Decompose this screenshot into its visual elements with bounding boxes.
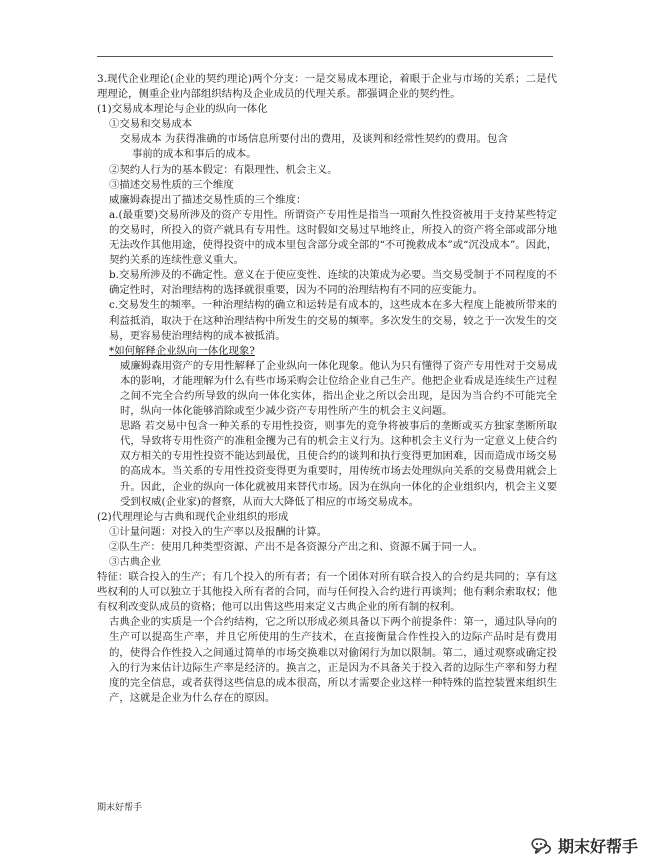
paragraph: 威廉姆森用资产的专用性解释了企业纵向一体化现象。他认为只有懂得了资产专用性对于交易成本的影响，才能理解为什么有些市场采购会让位给企业自己生产。他把企业看成是连续生产过程之间不完全合约所导致的纵向一体化实体，指出企业之所以会出现，是因为当合约不可能完全时，纵向一体化能够消除或至少减少资产专用性所产生的机会主义问题。 [120, 359, 557, 418]
paragraph: 威廉姆森提出了描述交易性质的三个维度： [109, 193, 307, 206]
paragraph: c.交易发生的频率。一种治理结构的确立和运转是有成本的，这些成本在多大程度上能被所带来的利益抵消，取决于在这种治理结构中所发生的交易的频率。多次发生的交易，较之于一次发生的交易，更容易使治理结构的成本被抵消。 [109, 299, 557, 342]
paragraph: ①计量问题：对投入的生产率以及报酬的计算。 [109, 525, 328, 538]
paragraph: 交易成本 为获得准确的市场信息所要付出的费用，及谈判和经常性契约的费用。包含 [120, 133, 508, 146]
paragraph: ③描述交易性质的三个维度 [109, 178, 234, 191]
paragraph: 古典企业的实质是一个合约结构，它之所以形成必须具备以下两个前提条件：第一，通过队导向的生产可以提高生产率，并且它所使用的生产技术，在直接衡量合作性投入的边际产品时是有费用的，使得合作性投入之间通过简单的市场交换难以对偷闲行为加以限制。第二，通过观察或确定投入的行为来估计边际生产率是经济的。换言之，正是因为不具备关于投入者的边际生产率和努力程度的完全信息，或者获得这些信息的成本很高，所以才需要企业这样一种特殊的监控装置来组织生产，这就是企业为什么存在的原因。 [109, 616, 557, 704]
paragraph: ③古典企业 [109, 556, 161, 568]
paragraph: b.交易所涉及的不确定性。意义在于使应变性、连续的决策成为必要。当交易受制于不同程度的不确定性时，对治理结构的选择就很重要，因为不同的治理结构有不同的应变能力。 [109, 269, 557, 297]
paragraph: 事前的成本和事后的成本。 [132, 148, 257, 161]
brand-name: 期末好帮手 [557, 837, 638, 856]
paragraph: ②队生产：使用几种类型资源、产出不是各资源分产出之和、资源不属于同一人。 [109, 540, 484, 553]
document-body [97, 72, 557, 706]
paragraph: (2)代理理论与古典和现代企业组织的形成 [97, 510, 289, 523]
footer-label: 期末好帮手 [97, 803, 143, 813]
brand-watermark [530, 834, 638, 857]
paragraph: a.(最重要)交易所涉及的资产专用性。所谓资产专用性是指当一项耐久性投资被用于支持某些特定的交易时，所投入的资产就具有专用性。这时假如交易过早地终止，所投入的资产将全部或部分地无法改作其他用途，使得投资中的成本里包含部分或全部的“不可挽救成本”或“沉没成本”。因此，契约关系的连续性意义重大。 [109, 208, 557, 267]
section-question-heading: *如何解释企业纵向一体化现象? [109, 344, 255, 357]
paragraph: ①交易和交易成本 [109, 118, 193, 131]
paragraph: 3.现代企业理论(企业的契约理论)两个分支：一是交易成本理论，着眼于企业与市场的关系；二是代理理论，侧重企业内部组织结构及企业成员的代理关系。都强调企业的契约性。 [97, 73, 557, 101]
header-rule [97, 56, 553, 57]
paragraph: (1)交易成本理论与企业的纵向一体化 [97, 103, 268, 116]
paragraph: ②契约人行为的基本假定：有限理性、机会主义。 [109, 163, 338, 176]
paragraph: 特征：联合投入的生产；有几个投入的所有者；有一个团体对所有联合投入的合约是共同的；享有这些权利的人可以独立于其他投入所有者的合同，而与任何投入合约进行再谈判；他有剩余索取权；他有权利改变队成员的资格；他可以出售这些用来定义古典企业的所有制的权利。 [97, 571, 557, 614]
paragraph: 思路 若交易中包含一种关系的专用性投资，则事先的竞争将被事后的垄断或买方独家垄断所取代，导致将专用性资产的准租金攫为己有的机会主义行为。这种机会主义行为一定意义上使合约双方相关的专用性投资不能达到最优，且使合约的谈判和执行变得更加困难，因而造成市场交易的高成本。当关系的专用性投资变得更为重要时，用传统市场去处理纵向关系的交易费用就会上升。因此，企业的纵向一体化就被用来替代市场。因为在纵向一体化的企业组织内，机会主义要受到权威(企业家)的督察，从而大大降低了相应的市场交易成本。 [120, 420, 557, 508]
wechat-official-account-icon [530, 836, 552, 856]
